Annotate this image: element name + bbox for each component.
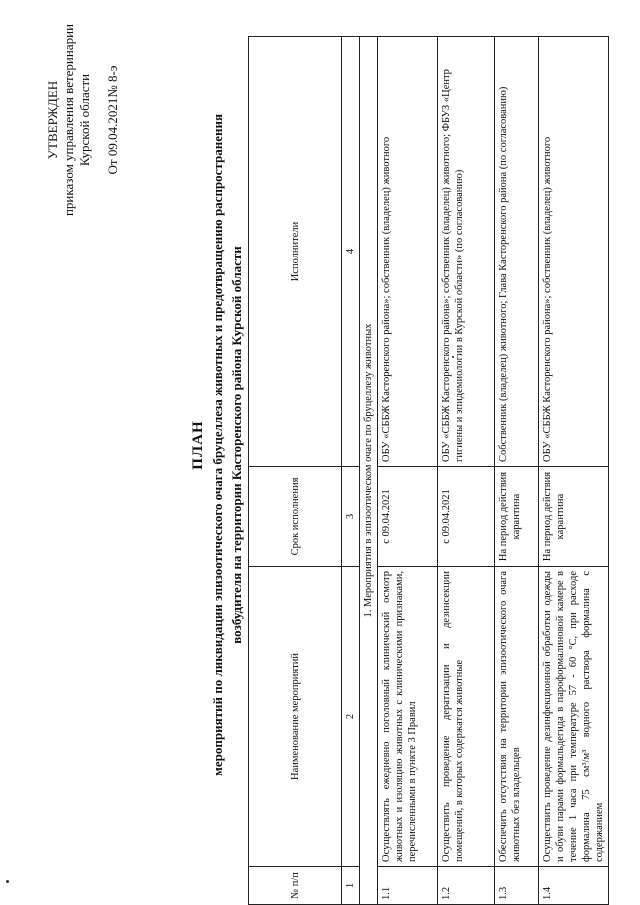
column-number: 2 — [342, 567, 360, 867]
row-number: 1.2 — [438, 867, 495, 905]
scan-speck — [452, 356, 454, 358]
column-number: 4 — [342, 37, 360, 467]
row-activity: Осуществить проведение дератизации и дезинсекции помещений, в которых содержатся животные — [438, 567, 495, 867]
column-number: 3 — [342, 467, 360, 567]
row-activity: Осуществить проведение дезинфекционной обработки одежды и обуви парами формальдегида в пароформалиновой камере в течение 1 часа при температуре 57 - 60 °С, при расходе формалина 75 см³/м³ водного раствора формалина с содержанием — [539, 567, 609, 867]
row-executors: ОБУ «СББЖ Касторенского района»; собственник (владелец) животного — [378, 37, 438, 467]
column-number-row — [342, 37, 360, 905]
row-executors: ОБУ «СББЖ Касторенского района»; собственник (владелец) животного; ФБУЗ «Центр гигиены и эпидемиологии в Курской области» (по согласованию) — [438, 37, 495, 467]
row-deadline: На период действия карантина — [539, 467, 609, 567]
approval-region: Курской области — [77, 73, 92, 167]
approval-order: приказом управления ветеринарии — [61, 23, 76, 217]
section-title: 1. Мероприятия в эпизоотическом очаге по бруцеллезу животных — [360, 37, 378, 905]
row-executors: Собственник (владелец) животного; Глава Касторенского района (по согласованию) — [495, 37, 539, 467]
row-executors: ОБУ «СББЖ Касторенского района»; собственник (владелец) животного — [539, 37, 609, 467]
approval-block — [45, 0, 121, 250]
approval-date: От 09.04.2021№ 8-э — [105, 65, 120, 175]
header-row — [249, 37, 342, 905]
header-executors: Исполнители — [249, 37, 342, 467]
header-activity: Наименование мероприятий — [249, 567, 342, 867]
document-subtitle-line1: мероприятий по ликвидации эпизоотического очага бруцеллеза животных и предотвращению распространения — [210, 114, 225, 776]
row-number: 1.1 — [378, 867, 438, 905]
row-deadline: с 09.04.2021 — [438, 467, 495, 567]
table-row — [539, 37, 609, 905]
row-deadline: На период действия карантина — [495, 467, 539, 567]
row-activity: Обеспечить отсутствия на территории эпизоотического очага животных без владельцев — [495, 567, 539, 867]
plan-table — [248, 36, 609, 905]
row-number: 1.4 — [539, 867, 609, 905]
scan-mark — [6, 880, 9, 883]
table-row — [438, 37, 495, 905]
table-row — [495, 37, 539, 905]
document-title-block — [190, 60, 245, 830]
table-row — [378, 37, 438, 905]
section-row — [360, 37, 378, 905]
header-deadline: Срок исполнения — [249, 467, 342, 567]
document-title: ПЛАН — [190, 420, 206, 470]
row-number: 1.3 — [495, 867, 539, 905]
row-deadline: с 09.04.2021 — [378, 467, 438, 567]
approval-title: УТВЕРЖДЕН — [45, 80, 60, 160]
column-number: 1 — [342, 867, 360, 905]
row-activity: Осуществлять ежедневно поголовный клинический осмотр животных и изоляцию животных с клиническими признаками, перечисленными в пункте 3 Правил — [378, 567, 438, 867]
header-number: № п/п — [249, 867, 342, 905]
document-subtitle-line2: возбудителя на территории Касторенского района Курской области — [229, 246, 244, 644]
